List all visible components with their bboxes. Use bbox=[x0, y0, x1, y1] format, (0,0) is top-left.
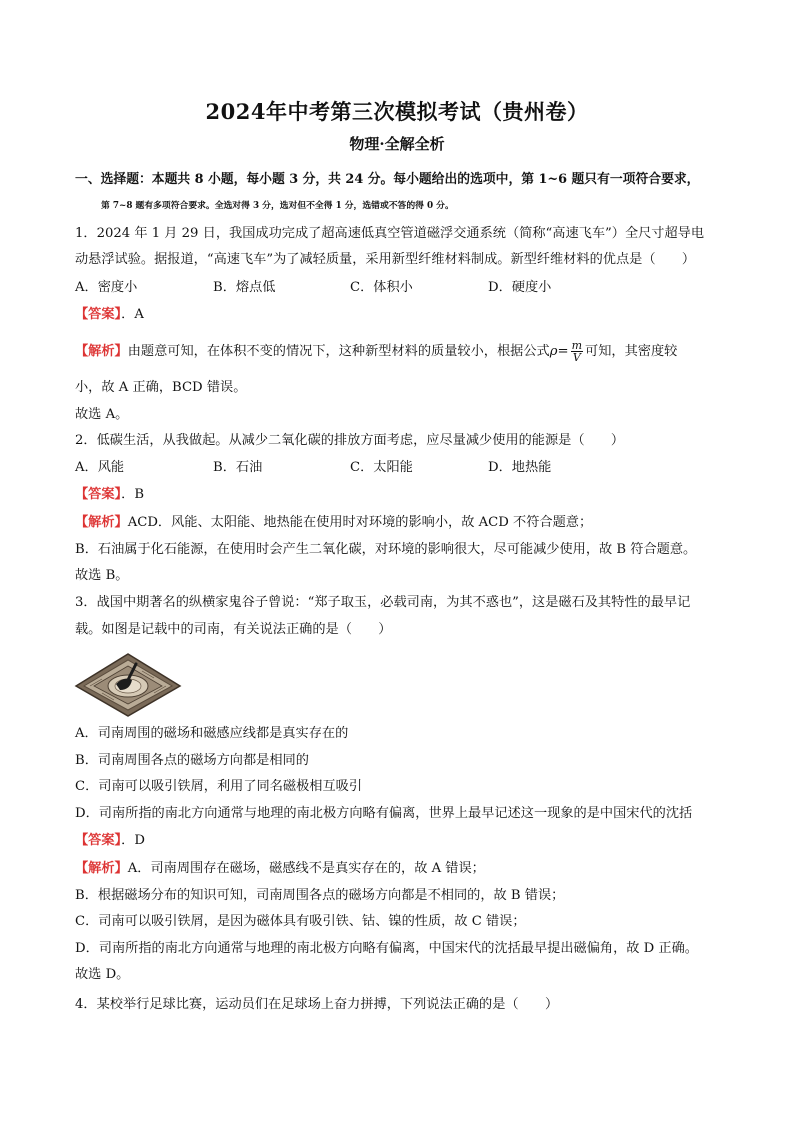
q1-option-d: D．硬度小 bbox=[488, 280, 552, 295]
q2-stem: 2．低碳生活，从我做起。从减少二氧化碳的排放方面考虑，应尽量减少使用的能源是（ ） bbox=[75, 433, 625, 448]
section-instructions-line1: 一、选择题：本题共 8 小题，每小题 3 分，共 24 分。每小题给出的选项中，第 1~6 题只有一项符合要求， bbox=[75, 172, 700, 187]
q3-analysis-text: A．司南周围存在磁场，磁感线不是真实存在的，故 A 错误； bbox=[127, 861, 485, 876]
q1-answer bbox=[75, 305, 735, 325]
page-subtitle: 物理·全解全析 bbox=[349, 135, 445, 153]
q2-analysis-text: ACD．风能、太阳能、地热能在使用时对环境的影响小，故 ACD 不符合题意； bbox=[127, 515, 593, 530]
q1-option-a: A．密度小 bbox=[75, 280, 138, 295]
q4-stem: 4．某校举行足球比赛，运动员们在足球场上奋力拼搏，下列说法正确的是（ ） bbox=[75, 997, 559, 1012]
q1-stem-line2: 动悬浮试验。据报道，“高速飞车”为了减轻质量，采用新型纤维材料制成。新型纤维材料的优点是（ ） bbox=[75, 252, 696, 267]
q2-answer bbox=[75, 485, 735, 505]
q3-analysis-b: B．根据磁场分布的知识可知，司南周围各点的磁场方向都是不相同的，故 B 错误； bbox=[75, 888, 565, 903]
section-instructions-line2: 第 7~8 题有多项符合要求。全选对得 3 分，选对但不全得 1 分，选错或不答的得 0 分。 bbox=[101, 201, 454, 211]
q2-option-a: A．风能 bbox=[75, 460, 125, 475]
answer-label: 【答案】 bbox=[75, 307, 122, 322]
answer-label: 【答案】 bbox=[75, 487, 122, 502]
q3-stem-line1: 3．战国中期著名的纵横家鬼谷子曾说：“郑子取玉，必载司南，为其不惑也”，这是磁石及其特性的最早记 bbox=[75, 595, 691, 610]
q1-answer-value: ．A bbox=[121, 307, 144, 322]
q1-stem-line1: 1．2024 年 1 月 29 日，我国成功完成了超高速低真空管道磁浮交通系统（简称“高速飞车”）全尺寸超导电 bbox=[75, 226, 705, 241]
analysis-label: 【解析】 bbox=[75, 344, 128, 359]
q2-answer-value: ．B bbox=[121, 487, 145, 502]
q1-analysis-line1 bbox=[75, 339, 735, 365]
q3-answer bbox=[75, 831, 735, 851]
q1-option-b: B．熔点低 bbox=[213, 280, 276, 295]
q3-option-b: B．司南周围各点的磁场方向都是相同的 bbox=[75, 753, 309, 768]
q3-stem-line2: 载。如图是记载中的司南，有关说法正确的是（ ） bbox=[75, 622, 392, 637]
q1-analysis-text-a: 由题意可知，在体积不变的情况下，这种新型材料的质量较小，根据公式 bbox=[127, 344, 550, 359]
q3-option-c: C．司南可以吸引铁屑，利用了同名磁极相互吸引 bbox=[75, 779, 363, 794]
q2-analysis-line2: B．石油属于化石能源，在使用时会产生二氧化碳，对环境的影响很大，尽可能减少使用，故 B 符合题意。 bbox=[75, 542, 697, 557]
q3-analysis-line1 bbox=[75, 859, 735, 879]
q1-analysis-text-b: 可知，其密度较 bbox=[585, 344, 678, 359]
q2-option-d: D．地热能 bbox=[488, 460, 552, 475]
page-title: 2024年中考第三次模拟考试（贵州卷） bbox=[205, 99, 589, 124]
analysis-label: 【解析】 bbox=[75, 515, 128, 530]
q3-option-d: D．司南所指的南北方向通常与地理的南北极方向略有偏离，世界上最早记述这一现象的是中国宋代的沈括 bbox=[75, 806, 693, 821]
answer-label: 【答案】 bbox=[75, 833, 122, 848]
q1-option-c: C．体积小 bbox=[350, 280, 413, 295]
q2-option-b: B．石油 bbox=[213, 460, 263, 475]
q1-formula-eq: = bbox=[557, 344, 569, 359]
q2-conclusion: 故选 B。 bbox=[75, 568, 129, 583]
q1-formula-numerator: m bbox=[571, 339, 583, 352]
q3-answer-value: ．D bbox=[121, 833, 145, 848]
q1-formula-denominator: V bbox=[572, 351, 581, 364]
q3-analysis-d: D．司南所指的南北方向通常与地理的南北极方向略有偏离，中国宋代的沈括最早提出磁偏角，故 D 正确。 bbox=[75, 941, 698, 956]
analysis-label: 【解析】 bbox=[75, 861, 128, 876]
sinan-compass-image bbox=[72, 646, 184, 718]
q3-conclusion: 故选 D。 bbox=[75, 967, 130, 982]
q1-conclusion: 故选 A。 bbox=[75, 407, 129, 422]
q3-analysis-c: C．司南可以吸引铁屑，是因为磁体具有吸引铁、钴、镍的性质，故 C 错误； bbox=[75, 914, 526, 929]
q1-analysis-line2: 小，故 A 正确，BCD 错误。 bbox=[75, 380, 247, 395]
q2-analysis-line1 bbox=[75, 513, 735, 533]
q3-option-a: A．司南周围的磁场和磁感应线都是真实存在的 bbox=[75, 726, 349, 741]
q1-formula-fraction bbox=[571, 340, 583, 363]
q1-formula-rho: ρ bbox=[549, 344, 558, 359]
q2-option-c: C．太阳能 bbox=[350, 460, 413, 475]
